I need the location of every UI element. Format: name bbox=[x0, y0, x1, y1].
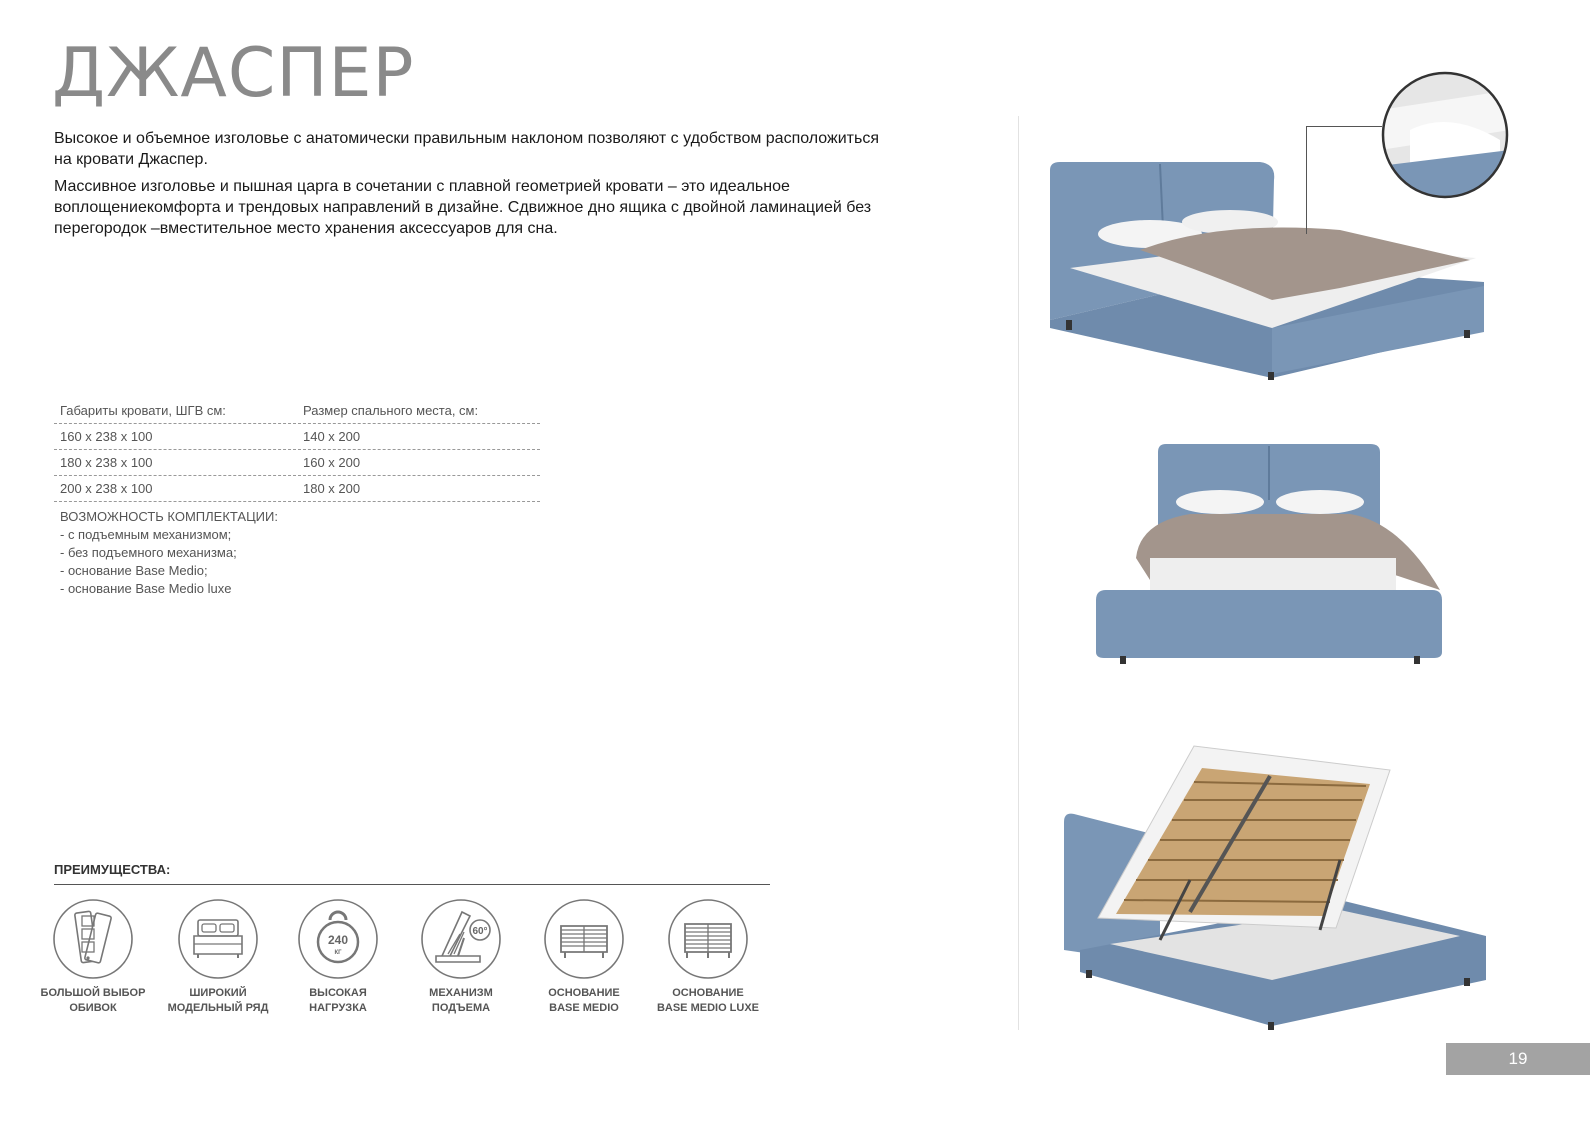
advantage-label-line2: BASE MEDIO bbox=[549, 1002, 619, 1014]
column-divider bbox=[1018, 116, 1019, 1030]
advantage-base-medio bbox=[519, 898, 649, 1016]
advantage-load bbox=[273, 898, 403, 1016]
page-title: ДЖАСПЕР bbox=[52, 34, 415, 113]
advantage-lift bbox=[396, 898, 526, 1016]
detail-zoom-photo bbox=[1380, 70, 1510, 200]
advantage-label-line1: ШИРОКИЙ bbox=[189, 987, 247, 999]
advantage-label-line2: ОБИВОК bbox=[69, 1002, 117, 1014]
advantage-label-line1: ОСНОВАНИЕ bbox=[672, 987, 744, 999]
advantage-models bbox=[153, 898, 283, 1016]
advantage-label-line1: МЕХАНИЗМ bbox=[429, 987, 493, 999]
table-row bbox=[54, 476, 540, 502]
header-sleep-size: Размер спального места, см: bbox=[303, 403, 479, 418]
advantage-label-line1: ОСНОВАНИЕ bbox=[548, 987, 620, 999]
intro-text bbox=[54, 128, 884, 245]
row-dimensions: 160 x 238 x 100 bbox=[60, 429, 153, 444]
specs-table bbox=[54, 398, 540, 598]
weight-value: 240 bbox=[327, 933, 349, 947]
slatted-base-luxe-icon bbox=[667, 898, 749, 980]
advantages-divider bbox=[54, 884, 770, 885]
page-number: 19 bbox=[1446, 1043, 1590, 1075]
advantage-label-line1: БОЛЬШОЙ ВЫБОР bbox=[40, 987, 146, 999]
intro-paragraph-1: Высокое и объемное изголовье с анатомически правильным наклоном позволяют с удобством расположиться на кровати Джаспер. bbox=[54, 130, 879, 168]
header-dimensions: Габариты кровати, ШГВ см: bbox=[60, 403, 226, 418]
advantage-label-line2: ПОДЪЕМА bbox=[431, 1002, 491, 1014]
bed-photo-lift-open bbox=[1040, 740, 1490, 1030]
options-title: ВОЗМОЖНОСТЬ КОМПЛЕКТАЦИИ: bbox=[60, 509, 278, 524]
row-sleep-size: 160 x 200 bbox=[303, 455, 361, 470]
zoom-pointer-line bbox=[1306, 126, 1382, 127]
list-item: - с подъемным механизмом; bbox=[60, 527, 232, 542]
bed-icon bbox=[177, 898, 259, 980]
advantage-label-line1: ВЫСОКАЯ bbox=[309, 987, 367, 999]
row-dimensions: 180 x 238 x 100 bbox=[60, 455, 153, 470]
advantages-title: ПРЕИМУЩЕСТВА: bbox=[54, 862, 171, 877]
advantage-label-line2: BASE MEDIO LUXE bbox=[656, 1002, 760, 1014]
weight-icon bbox=[297, 898, 379, 980]
lift-mechanism-icon bbox=[420, 898, 502, 980]
advantage-label-line2: МОДЕЛЬНЫЙ РЯД bbox=[167, 1002, 269, 1014]
advantage-fabrics bbox=[28, 898, 158, 1016]
bed-photo-front bbox=[1040, 430, 1490, 670]
list-item: - без подъемного механизма; bbox=[60, 545, 237, 560]
weight-unit: КГ bbox=[334, 950, 342, 956]
fabric-swatches-icon bbox=[52, 898, 134, 980]
specs-header bbox=[54, 398, 540, 424]
advantage-label-line2: НАГРУЗКА bbox=[309, 1002, 367, 1014]
lift-angle: 60° bbox=[472, 926, 488, 937]
table-row bbox=[54, 424, 540, 450]
slatted-base-icon bbox=[543, 898, 625, 980]
row-sleep-size: 140 x 200 bbox=[303, 429, 361, 444]
list-item: - основание Base Medio; bbox=[60, 563, 208, 578]
row-sleep-size: 180 x 200 bbox=[303, 481, 361, 496]
table-row bbox=[54, 450, 540, 476]
intro-paragraph-2: Массивное изголовье и пышная царга в сочетании с плавной геометрией кровати – это идеальное воплощениекомфорта и трендовых направлений в дизайне. Сдвижное дно ящика с двойной ламинацией без перегородок –вместительное место хранения аксессуаров для сна. bbox=[54, 178, 872, 237]
row-dimensions: 200 x 238 x 100 bbox=[60, 481, 153, 496]
list-item: - основание Base Medio luxe bbox=[60, 581, 232, 596]
advantage-base-medio-luxe bbox=[643, 898, 773, 1016]
zoom-pointer-line-vertical bbox=[1306, 126, 1307, 234]
configuration-options bbox=[54, 502, 540, 598]
